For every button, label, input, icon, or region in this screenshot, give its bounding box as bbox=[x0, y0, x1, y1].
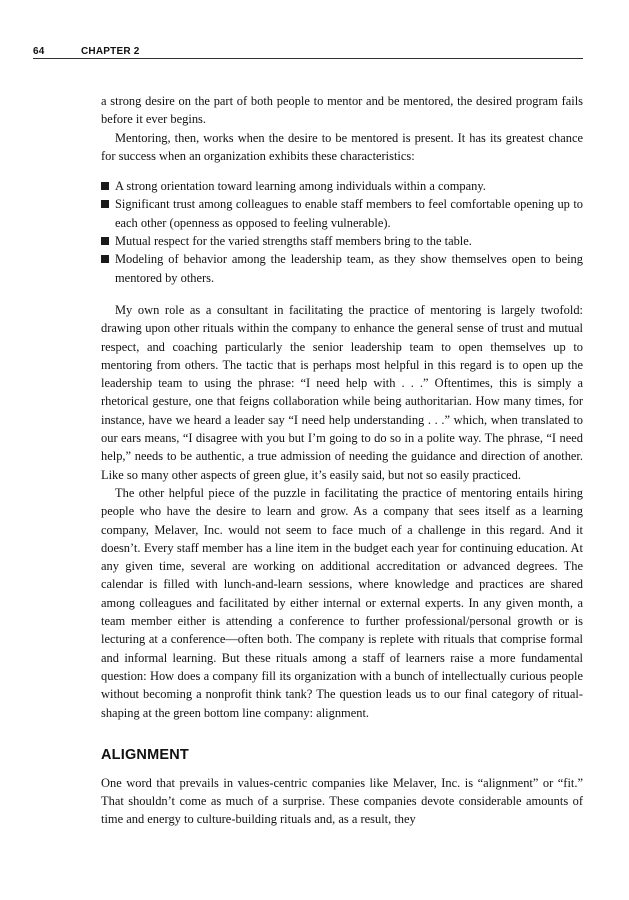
characteristics-list bbox=[101, 177, 583, 287]
list-item bbox=[101, 195, 583, 232]
paragraph-5: One word that prevails in values-centric companies like Melaver, Inc. is “alignment” or “fit.” That shouldn’t come as much of a surprise. These companies devote considerable amounts of time and energy to culture-building rituals and, as a result, they bbox=[101, 775, 583, 827]
paragraph-1: a strong desire on the part of both people to mentor and be mentored, the desired program fails before it ever begins. bbox=[101, 94, 583, 127]
chapter-label: CHAPTER 2 bbox=[81, 46, 140, 57]
list-item-text: Modeling of behavior among the leadership team, as they show themselves open to being mentored by others. bbox=[115, 252, 583, 285]
square-bullet-icon bbox=[101, 200, 109, 208]
list-item bbox=[101, 250, 583, 287]
square-bullet-icon bbox=[101, 182, 109, 190]
paragraph-4: The other helpful piece of the puzzle in facilitating the practice of mentoring entails hiring people who have the desire to learn and grow. As a company that sees itself as a learning company, Melaver, Inc. would not seem to face much of a challenge in this regard. And it doesn’t. Every staff member has a line item in the budget each year for continuing education. At any given time, several are working on additional accreditation or advanced degrees. The calendar is filled with lunch-and-learn sessions, where knowledge and practices are shared among colleagues and facilitated by either internal or external experts. In any given month, a team member either is attending a conference to further professional/personal growth or is lecturing at a conference—often both. The company is replete with rituals that comprise formal and informal learning. But these rituals among a staff of learners raise a more fundamental question: How does a company fill its organization with a bunch of intellectually curious people without becoming a nonprofit think tank? The question leads us to our final category of ritual-shaping at the green bottom line company: alignment. bbox=[101, 485, 583, 720]
paragraph-2: Mentoring, then, works when the desire to be mentored is present. It has its greatest chance for success when an organization exhibits these characteristics: bbox=[101, 130, 583, 163]
list-item-text: Mutual respect for the varied strengths staff members bring to the table. bbox=[115, 234, 472, 249]
page-number: 64 bbox=[33, 46, 45, 57]
list-item bbox=[101, 232, 583, 250]
running-head bbox=[33, 46, 583, 59]
square-bullet-icon bbox=[101, 255, 109, 263]
list-item bbox=[101, 177, 583, 195]
list-item-text: Significant trust among colleagues to enable staff members to feel comfortable opening up to each other (openness as opposed to feeling vulnerable). bbox=[115, 197, 583, 230]
body-text bbox=[101, 92, 583, 829]
section-heading: ALIGNMENT bbox=[101, 746, 189, 763]
square-bullet-icon bbox=[101, 237, 109, 245]
paragraph-3: My own role as a consultant in facilitating the practice of mentoring is largely twofold: drawing upon other rituals within the company to enhance the general sense of trust and mutual respect, and coaching particularly the senior leadership team to open themselves up to mentoring from others. The tactic that is perhaps most helpful in this regard is to open up the leadership team to using the phrase: “I need help with . . .” Oftentimes, this is simply a rhetorical gesture, one that feigns collaboration while being authoritarian. How many times, for instance, have we heard a leader say “I need help understanding . . .” which, when translated to our ears means, “I disagree with you but I’m going to do so in a polite way. The phrase, “I need help,” needs to be authentic, a true admission of needing the guidance and direction of another. Like so many other aspects of green glue, it’s easily said, but not so easily practiced. bbox=[101, 302, 583, 482]
list-item-text: A strong orientation toward learning among individuals within a company. bbox=[115, 179, 486, 194]
